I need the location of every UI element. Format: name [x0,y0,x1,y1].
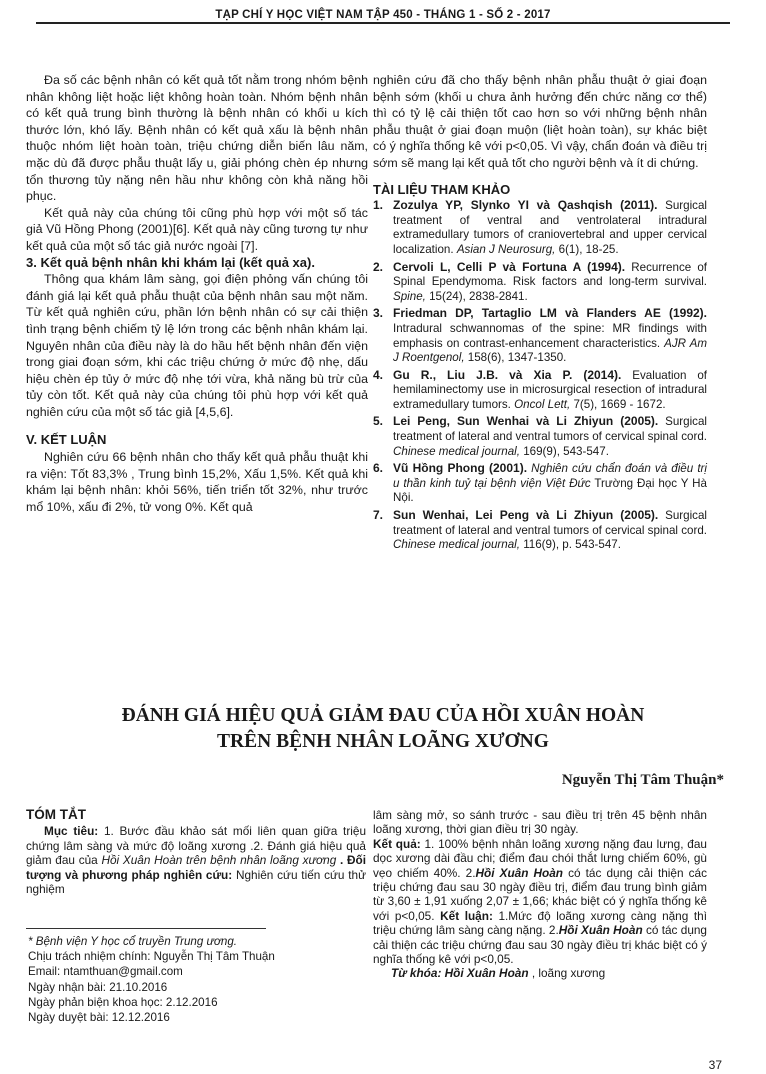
remedy-name-italic: Hồi Xuân Hoàn trên bệnh nhân loãng xương [101,853,337,868]
methods-text: Nghiên cứu tiến cứu thử nghiệm [26,867,366,897]
reference-item [373,414,707,459]
reference-body [393,368,707,413]
reference-text: Recurrence of Spinal Ependymoma. Risk factors and long-term survival. [393,260,707,289]
footnote-responsible: Chịu trách nhiệm chính: Nguyễn Thị Tâm Thuận [28,950,275,964]
results-label: Kết quả: [373,836,421,851]
reference-journal: Asian J Neurosurg, [456,242,556,256]
section-heading-conclusion: V. KẾT LUẬN [26,432,107,448]
footnote-accepted: Ngày duyệt bài: 12.12.2016 [28,1011,170,1025]
keywords-label: Từ khóa: Hồi Xuân Hoàn [391,966,529,981]
reference-authors: Cervoli L, Celli P và Fortuna A (1994). [393,259,626,274]
footnote-divider [26,928,266,929]
reference-item [373,198,707,257]
reference-number: 1. [373,198,384,213]
reference-journal: Chinese medical journal, [393,444,520,458]
article-title-line-1: ĐÁNH GIÁ HIỆU QUẢ GIẢM ĐAU CỦA HỒI XUÂN HOÀN [121,705,645,726]
reference-number: 7. [373,508,384,523]
abstract-heading: TÓM TẮT [26,807,86,822]
remedy-name-2: Hồi Xuân Hoàn [475,865,563,880]
reference-text: Surgical treatment of ventral and ventrolateral intradural extramedullary tumors of craniovertebral and upper cervical localization. [393,199,708,256]
reference-number: 5. [373,414,384,429]
reference-details: 15(24), 2838-2841. [425,289,528,303]
reference-number: 2. [373,259,384,274]
reference-journal: Spine, [393,289,426,303]
reference-body [393,508,707,553]
paragraph-comparison: Kết quả này của chúng tôi cũng phù hợp với một số tác giả Vũ Hồng Phong (2001)[6]. Kết quả này cũng tương tự như kết quả của một số tác giả nước ngoài [7]. [26,205,368,253]
objective-label: Mục tiêu: [44,824,99,839]
reference-text: Surgical treatment of lateral and ventral tumors of cervical spinal cord. [393,415,708,444]
reference-authors: Sun Wenhai, Lei Peng và Li Zhiyun (2005). [393,508,659,523]
methods-label: . Đối tượng và phương pháp nghiên cứu: [26,853,366,882]
results-text-2: có tác dụng cải thiện các triệu chứng đau sau 30 ngày điều trị, điểm đau trung bình giảm từ 3,60 ± 1,91 xuống 2,07 ± 1,66; khác biệt có ý nghĩa thống kê với p<0,05. [373,865,707,923]
footnote-email: Email: ntamthuan@gmail.com [28,965,183,979]
reference-details: 116(9), p. 543-547. [519,538,621,552]
results-text-1: 1. 100% bệnh nhân loãng xương nặng đau lưng, đau dọc xương dài đầu chi; điểm đau chói thắt lưng chiếm 60%, gù vẹo chiếm 40%. 2. [373,836,707,880]
objective-text: 1. Bước đầu khảo sát mối liên quan giữa triệu chứng lâm sàng và mức độ loãng xương .2. Đánh giá hiệu quả giảm đau của [26,824,366,868]
footnote-received: Ngày nhận bài: 21.10.2016 [28,980,168,994]
right-column-top [373,72,707,555]
reference-item [373,508,707,553]
abstract-methods-cont: lâm sàng mở, so sánh trước - sau điều trị trên 45 bệnh nhân loãng xương, thời gian điều trị 30 ngày. [373,808,707,837]
abstract-right [373,808,707,981]
footnote [28,934,368,1025]
journal-header: TẠP CHÍ Y HỌC VIỆT NAM TẬP 450 - THÁNG 1 - SỐ 2 - 2017 [36,2,730,24]
abstract-left [26,808,366,896]
reference-authors: Friedman DP, Tartaglio LM và Flanders AE (1992). [393,306,707,321]
reference-journal: Nghiên cứu chẩn đoán và điều trị u thần kinh tuỷ tại bệnh viện Việt Đức [393,462,707,490]
article-title-line-2: TRÊN BỆNH NHÂN LOÃNG XƯƠNG [217,731,549,752]
reference-body [393,461,707,506]
paragraph-followup: Thông qua khám lâm sàng, gọi điện phỏng vấn chúng tôi đánh giá lại kết quả phẫu thuật của bệnh nhân sau một năm. Từ kết quả nghiên cứu, phần lớn bệnh nhân có sự cải thiện tình trạng bệnh chiếm tỷ lệ lớn trong các bệnh nhân khám lại. Nguyên nhân của điều này là do hầu hết bệnh nhân đến viện trong giai đoạn sớm, khi các triệu chứng ở mức độ nhẹ, dấu hiệu chèn ép tủy ở mức độ nhẹ tới vừa, khả năng bù trừ của tủy còn tốt. Kết quả này của chúng tôi phù hợp với kết quả nghiên cứu của một số tác giả [4,5,6]. [26,272,368,419]
reference-item [373,260,707,305]
abstract-objective [26,824,366,896]
article-author: Nguyễn Thị Tâm Thuận* [561,772,724,788]
paragraph-results-discussion: Đa số các bệnh nhân có kết quả tốt nằm trong nhóm bệnh nhân không liệt hoặc liệt không hoàn toàn. Nhóm bệnh nhân có kết quả trung bình thường là bệnh nhân có khối u kích thước lớn, khó lấy. Bệnh nhân có kết quả xấu là bệnh nhân thuộc nhóm liệt hoàn toàn, triệu chứng diễn biến lâu năm, mặc dù đã được phẫu thuật lấy u, giải phóng chèn ép nhưng tổn thương tủy nặng nên hầu như không còn khả năng hồi phục. [26,73,368,204]
conclusion-label: Kết luận: [440,908,493,923]
reference-item [373,461,707,506]
reference-authors: Gu R., Liu J.B. và Xia P. (2014). [393,367,622,382]
reference-journal: Oncol Lett, [514,397,571,411]
reference-text: Surgical treatment of lateral and ventral tumors of cervical spinal cord. [393,509,708,537]
reference-authors: Lei Peng, Sun Wenhai và Li Zhiyun (2005). [393,414,659,429]
reference-body [393,414,707,459]
reference-details: Trường Đại học Y Hà Nội. [393,476,707,505]
footnote-reviewed: Ngày phản biện khoa học: 2.12.2016 [28,995,218,1009]
reference-item [373,306,707,365]
keywords-text: , loãng xương [528,966,606,981]
reference-details: 6(1), 18-25. [555,242,619,256]
footnote-affiliation: * Bệnh viện Y học cổ truyền Trung ương. [28,935,237,948]
abstract-results [373,837,707,967]
section-heading-followup: 3. Kết quả bệnh nhân khi khám lại (kết quả xa). [26,254,315,270]
reference-number: 3. [373,306,384,321]
conclusion-text-2: có tác dụng cải thiện các triệu chứng đau sau 30 ngày điều trị khác biệt có ý nghĩa thống kê với p<0,05. [373,923,707,967]
abstract-keywords [373,966,707,980]
reference-details: 169(9), 543-547. [519,444,609,458]
reference-text: Intradural schwannomas of the spine: MR findings with emphasis on contrast-enhancement characteristics. [393,321,707,350]
reference-item [373,368,707,413]
reference-number: 6. [373,461,384,476]
reference-journal: Chinese medical journal, [393,538,520,552]
left-column-top [26,72,368,515]
conclusion-text-1: 1.Mức độ loãng xương càng nặng thì triệu chứng lâm sàng càng nặng. 2. [373,908,708,938]
reference-authors: Vũ Hồng Phong (2001). [393,461,528,476]
references-heading: TÀI LIỆU THAM KHẢO [373,181,511,197]
reference-number: 4. [373,367,384,382]
reference-details: 158(6), 1347-1350. [464,351,567,365]
reference-body [393,260,707,305]
remedy-name-3: Hồi Xuân Hoàn [558,923,643,938]
paragraph-conclusion-cont: nghiên cứu đã cho thấy bệnh nhân phẫu thuật ở giai đoạn bệnh sớm (khối u chưa ảnh hưởng đến chức năng cơ thể) thì có tỷ lệ cải thiện tốt cao hơn so với những bệnh nhân phẫu thuật ở giai đoạn muộn (liệt hoàn toàn), sự khác biệt có ý nghĩa thống kê với p<0,05. Vì vậy, chẩn đoán và điều trị sớm sẽ mang lại kết quả tốt cho người bệnh và ít di chứng. [373,73,707,170]
reference-body [393,198,707,257]
reference-list [373,198,707,553]
article-title [0,703,766,755]
reference-text: Evaluation of hemilaminectomy use in microsurgical resection of intradural extramedullary tumors. [393,368,707,411]
paragraph-conclusion: Nghiên cứu 66 bệnh nhân cho thấy kết quả phẫu thuật khi ra viện: Tốt 83,3% , Trung bình 15,2%, Xấu 1,5%. Kết quả khi khám lại bệnh nhân: khỏi 56%, tiến triển tốt 32%, như trước mổ 10%, xấu đi 2%, tử vong 0%. Kết quả [26,450,368,514]
reference-details: 7(5), 1669 - 1672. [570,397,666,411]
page-number: 37 [708,1058,722,1072]
reference-authors: Zozulya YP, Slynko YI và Qashqish (2011). [393,198,658,213]
reference-journal: AJR Am J Roentgenol, [393,336,707,365]
reference-body [393,306,707,365]
